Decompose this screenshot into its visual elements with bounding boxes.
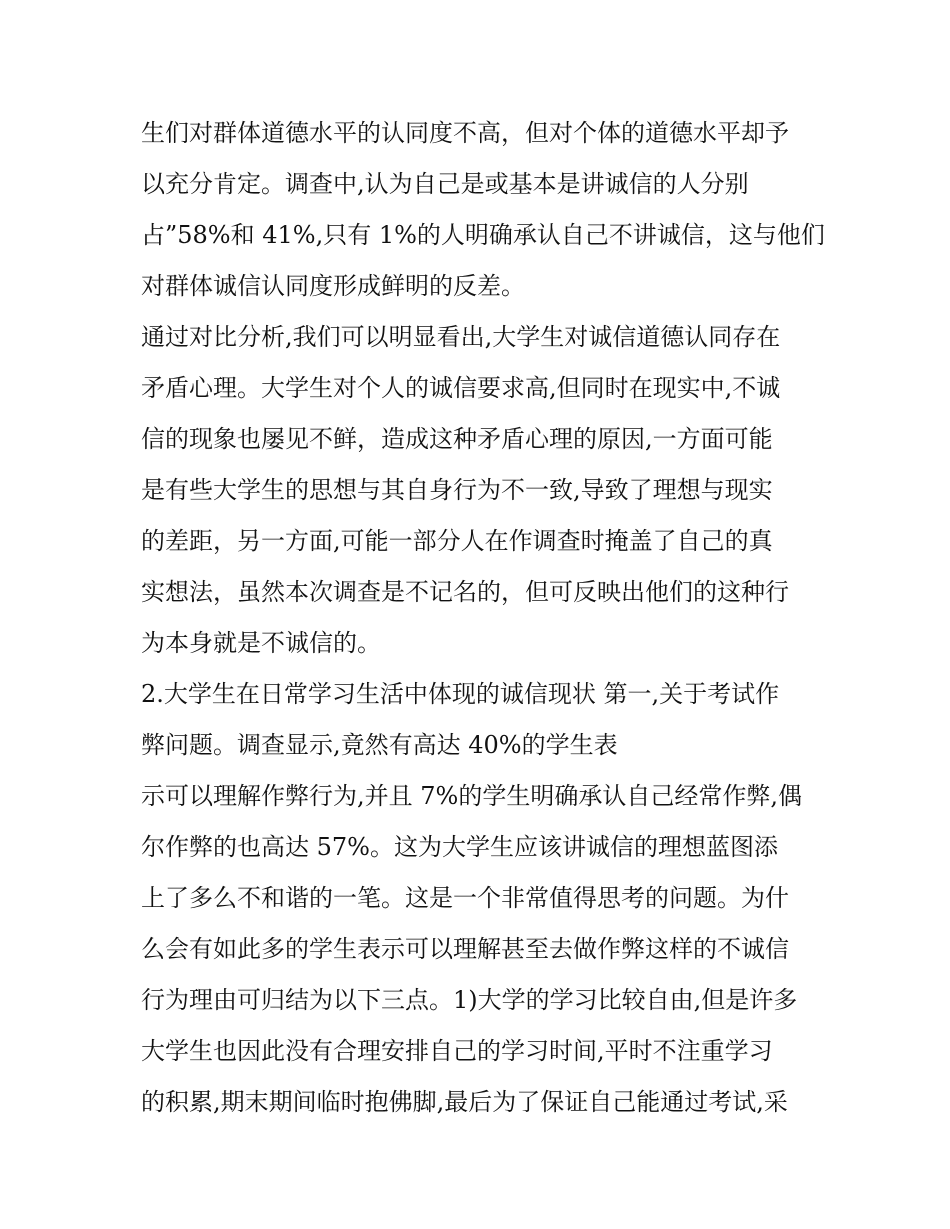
- text-line: 矛盾心理。大学生对个人的诚信要求高,但同时在现实中,不诚: [141, 374, 781, 402]
- text-line: 信的现象也屡见不鲜，造成这种矛盾心理的原因,一方面可能: [141, 425, 773, 453]
- text-line: 的积累,期末期间临时抱佛脚,最后为了保证自己能通过考试,采: [141, 1088, 788, 1116]
- text-line: 对群体诚信认同度形成鲜明的反差。: [141, 272, 525, 300]
- text-line: 2.大学生在日常学习生活中体现的诚信现状 第一,关于考试作: [141, 680, 780, 708]
- text-line: 么会有如此多的学生表示可以理解甚至去做作弊这样的不诚信: [141, 935, 789, 963]
- text-line: 弊问题。调查显示,竟然有高达 40%的学生表: [141, 731, 618, 759]
- text-line: 的差距，另一方面,可能一部分人在作调查时掩盖了自己的真: [141, 527, 773, 555]
- text-line: 示可以理解作弊行为,并且 7%的学生明确承认自己经常作弊,偶: [141, 782, 802, 810]
- text-line: 生们对群体道德水平的认同度不高，但对个体的道德水平却予: [141, 119, 789, 147]
- text-line: 行为理由可归结为以下三点。1)大学的学习比较自由,但是许多: [141, 986, 798, 1014]
- text-line: 上了多么不和谐的一笔。这是一个非常值得思考的问题。为什: [141, 884, 789, 912]
- text-line: 通过对比分析,我们可以明显看出,大学生对诚信道德认同存在: [141, 323, 781, 351]
- body-text: [141, 108, 825, 1128]
- text-line: 为本身就是不诚信的。: [141, 629, 381, 657]
- text-line: 实想法，虽然本次调查是不记名的，但可反映出他们的这种行: [141, 578, 789, 606]
- text-line: 占”58%和 41%,只有 1%的人明确承认自己不讲诚信，这与他们: [141, 221, 825, 249]
- text-line: 尔作弊的也高达 57%。这为大学生应该讲诚信的理想蓝图添: [141, 833, 778, 861]
- text-line: 是有些大学生的思想与其自身行为不一致,导致了理想与现实: [141, 476, 773, 504]
- text-line: 以充分肯定。调查中,认为自己是或基本是讲诚信的人分别: [141, 170, 749, 198]
- text-line: 大学生也因此没有合理安排自己的学习时间,平时不注重学习: [141, 1037, 773, 1065]
